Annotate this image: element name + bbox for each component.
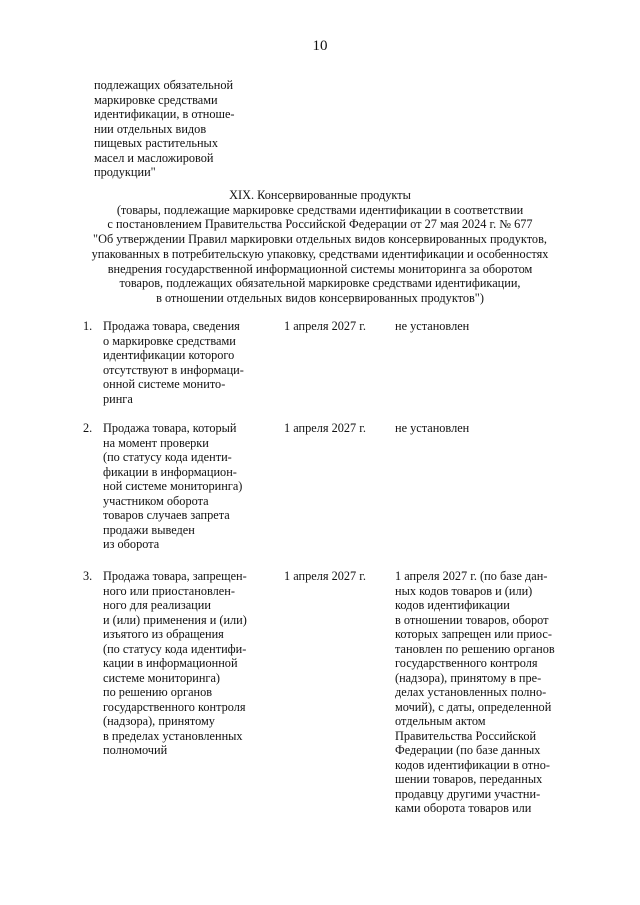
- text-line: отдельным актом: [395, 714, 486, 728]
- text-line: кодов идентификации: [395, 598, 510, 612]
- page-number: 10: [312, 38, 328, 54]
- text-line: с постановлением Правительства Российской Федерации от 27 мая 2024 г. № 677: [107, 217, 533, 232]
- text-line: ного для реализации: [103, 598, 211, 612]
- text-line: товаров, подлежащих обязательной маркировке средствами идентификации,: [119, 276, 521, 291]
- row-date: 1 апреля 2027 г.: [284, 421, 366, 435]
- text-line: товаров случаев запрета: [103, 508, 230, 522]
- text-line: тановлен по решению органов: [395, 641, 555, 656]
- text-line: XIX. Консервированные продукты: [229, 188, 411, 202]
- text-line: (товары, подлежащие маркировке средствами идентификации в соответствии: [116, 202, 524, 217]
- text-line: Продажа товара, который: [103, 421, 237, 435]
- text-line: государственного контроля: [103, 699, 246, 714]
- text-line: государственного контроля: [395, 656, 538, 670]
- row-note: [395, 569, 555, 816]
- text-line: не установлен: [395, 319, 470, 333]
- text-line: продавцу другими участни-: [395, 786, 541, 801]
- row-number: 2.: [83, 421, 93, 435]
- row-date: 1 апреля 2027 г.: [284, 569, 366, 583]
- text-line: идентификации которого: [103, 348, 235, 362]
- text-line: которых запрещен или приос-: [395, 627, 552, 641]
- text-line: идентификации, в отноше-: [94, 107, 235, 121]
- text-line: ринга: [103, 391, 133, 406]
- text-line: отсутствуют в информаци-: [103, 362, 244, 377]
- text-line: Продажа товара, запрещен-: [103, 569, 247, 583]
- text-line: изъятого из обращения: [103, 627, 224, 641]
- text-line: внедрения государственной информационной системы мониторинга за оборотом: [107, 261, 533, 276]
- text-line: из оборота: [103, 537, 160, 551]
- previous-row-tail: [94, 78, 235, 180]
- text-line: (по статусу кода идентифи-: [103, 641, 247, 656]
- text-line: участником оборота: [103, 493, 209, 508]
- text-line: маркировке средствами: [94, 92, 218, 107]
- text-line: ками оборота товаров или: [395, 801, 532, 815]
- text-line: кации в информационной: [103, 656, 238, 670]
- text-line: шении товаров, переданных: [395, 772, 543, 786]
- text-line: пищевых растительных: [94, 136, 218, 150]
- text-line: (по статусу кода иденти-: [103, 450, 232, 464]
- text-line: о маркировке средствами: [103, 333, 236, 348]
- text-line: ной системе мониторинга): [103, 479, 243, 493]
- text-line: масел и масложировой: [94, 150, 214, 165]
- text-line: подлежащих обязательной: [94, 78, 234, 92]
- text-line: Федерации (по базе данных: [395, 743, 541, 757]
- text-line: "Об утверждении Правил маркировки отдельных видов консервированных продуктов,: [93, 232, 547, 247]
- text-line: продажи выведен: [103, 522, 195, 537]
- text-line: Правительства Российской: [395, 728, 537, 743]
- text-line: не установлен: [395, 421, 470, 435]
- row-note: [395, 421, 469, 436]
- row-note: [395, 319, 469, 334]
- text-line: полномочий: [103, 743, 168, 757]
- text-line: и (или) применения и (или): [103, 612, 247, 627]
- text-line: в пределах установленных: [103, 728, 243, 743]
- text-line: онной системе монито-: [103, 377, 226, 391]
- row-number: 3.: [83, 569, 93, 583]
- row-date: 1 апреля 2027 г.: [284, 319, 366, 333]
- row-description: [103, 421, 242, 552]
- text-line: фикации в информацион-: [103, 464, 237, 479]
- text-line: (надзора), принятому в пре-: [395, 670, 542, 685]
- row-number: 1.: [83, 319, 93, 333]
- text-line: ного или приостановлен-: [103, 583, 235, 598]
- section-heading: [0, 188, 640, 306]
- text-line: мочий), с даты, определенной: [395, 699, 552, 714]
- text-line: делах установленных полно-: [395, 685, 547, 699]
- text-line: упакованных в потребительскую упаковку, средствами идентификации и особенностях: [91, 246, 549, 261]
- row-description: [103, 569, 247, 758]
- row-description: [103, 319, 244, 406]
- text-line: в отношении отдельных видов консервированных продуктов"): [156, 290, 484, 305]
- text-line: по решению органов: [103, 685, 213, 699]
- text-line: ных кодов товаров и (или): [395, 583, 533, 598]
- text-line: кодов идентификации в отно-: [395, 757, 550, 772]
- text-line: нии отдельных видов: [94, 121, 207, 136]
- text-line: (надзора), принятому: [103, 714, 215, 728]
- text-line: на момент проверки: [103, 435, 209, 450]
- text-line: 1 апреля 2027 г. (по базе дан-: [395, 569, 548, 583]
- text-line: системе мониторинга): [103, 670, 221, 685]
- text-line: в отношении товаров, оборот: [395, 612, 549, 627]
- text-line: продукции": [94, 165, 156, 179]
- text-line: Продажа товара, сведения: [103, 319, 240, 333]
